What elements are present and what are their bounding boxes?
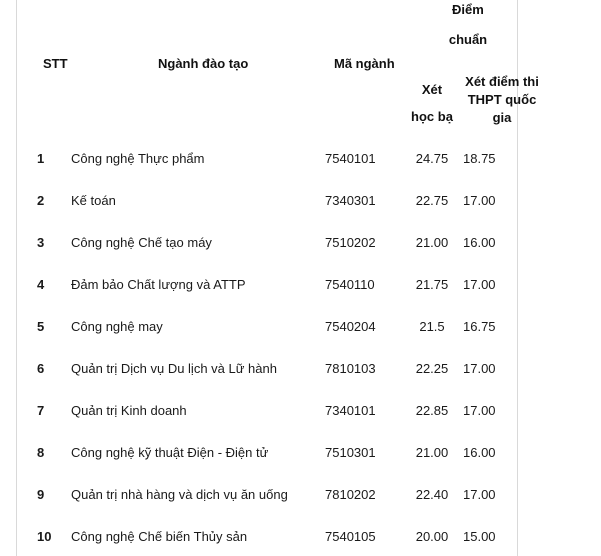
row-diem-hoc-ba: 21.5 — [419, 319, 445, 334]
header-xet-thpt — [462, 73, 542, 127]
row-nganh: Công nghệ may — [71, 319, 163, 334]
row-nganh: Quản trị Kinh doanh — [71, 403, 187, 418]
row-ma-nganh: 7810202 — [325, 487, 376, 502]
header-thpt-line2: THPT quốc — [467, 92, 537, 107]
row-diem-thpt: 17.00 — [463, 487, 496, 502]
row-ma-nganh: 7340301 — [325, 193, 376, 208]
row-diem-thpt: 15.00 — [463, 529, 496, 544]
row-diem-hoc-ba: 22.75 — [415, 193, 449, 208]
row-nganh: Quản trị Dịch vụ Du lịch và Lữ hành — [71, 361, 277, 376]
table-row — [0, 319, 601, 339]
header-stt: STT — [43, 56, 68, 71]
table-row — [0, 361, 601, 381]
header-xet-hoc-ba — [408, 76, 456, 130]
row-diem-hoc-ba: 22.25 — [415, 361, 449, 376]
row-nganh: Đảm bảo Chất lượng và ATTP — [71, 277, 246, 292]
row-diem-hoc-ba: 22.40 — [415, 487, 449, 502]
row-stt: 1 — [37, 151, 45, 166]
header-thpt-line1: Xét điểm thi — [465, 74, 539, 89]
header-thpt-line3: gia — [492, 110, 512, 125]
row-stt: 10 — [37, 529, 52, 544]
row-stt: 9 — [37, 487, 45, 502]
row-stt: 7 — [37, 403, 45, 418]
table-row — [0, 445, 601, 465]
row-ma-nganh: 7540101 — [325, 151, 376, 166]
header-xet-line1: Xét — [421, 82, 443, 97]
row-stt: 4 — [37, 277, 45, 292]
row-nganh: Kế toán — [71, 193, 116, 208]
row-diem-thpt: 17.00 — [463, 361, 496, 376]
row-ma-nganh: 7540110 — [325, 277, 375, 292]
row-diem-hoc-ba: 22.85 — [415, 403, 449, 418]
row-diem-thpt: 17.00 — [463, 193, 496, 208]
row-ma-nganh: 7510202 — [325, 235, 376, 250]
row-nganh: Công nghệ kỹ thuật Điện - Điện tử — [71, 445, 269, 460]
row-ma-nganh: 7810103 — [325, 361, 376, 376]
table-row — [0, 403, 601, 423]
row-diem-hoc-ba: 24.75 — [415, 151, 449, 166]
row-stt: 6 — [37, 361, 45, 376]
row-diem-thpt: 16.75 — [463, 319, 496, 334]
row-stt: 8 — [37, 445, 45, 460]
header-chuan: chuẩn — [448, 32, 488, 47]
row-stt: 5 — [37, 319, 45, 334]
row-stt: 2 — [37, 193, 45, 208]
table-row — [0, 529, 601, 549]
row-diem-hoc-ba: 20.00 — [415, 529, 449, 544]
row-diem-thpt: 16.00 — [463, 445, 496, 460]
row-diem-hoc-ba: 21.00 — [415, 235, 449, 250]
header-nganh: Ngành đào tạo — [158, 56, 249, 71]
header-xet-line2: học bạ — [411, 109, 453, 124]
row-nganh: Công nghệ Chế tạo máy — [71, 235, 212, 250]
header-ma-nganh: Mã ngành — [334, 56, 395, 71]
row-diem-thpt: 18.75 — [463, 151, 496, 166]
row-ma-nganh: 7540204 — [325, 319, 376, 334]
row-diem-hoc-ba: 21.00 — [415, 445, 449, 460]
row-ma-nganh: 7340101 — [325, 403, 376, 418]
row-diem-thpt: 17.00 — [463, 277, 496, 292]
table-row — [0, 193, 601, 213]
table-row — [0, 487, 601, 507]
table-row — [0, 151, 601, 171]
row-nganh: Công nghệ Chế biến Thủy sản — [71, 529, 248, 544]
row-stt: 3 — [37, 235, 45, 250]
table-row — [0, 277, 601, 297]
row-ma-nganh: 7540105 — [325, 529, 376, 544]
header-diem: Điểm — [452, 2, 484, 17]
row-nganh: Quản trị nhà hàng và dịch vụ ăn uống — [71, 487, 288, 502]
row-nganh: Công nghệ Thực phẩm — [71, 151, 205, 166]
row-diem-thpt: 17.00 — [463, 403, 496, 418]
row-diem-thpt: 16.00 — [463, 235, 496, 250]
row-diem-hoc-ba: 21.75 — [415, 277, 449, 292]
row-ma-nganh: 7510301 — [325, 445, 376, 460]
table-row — [0, 235, 601, 255]
